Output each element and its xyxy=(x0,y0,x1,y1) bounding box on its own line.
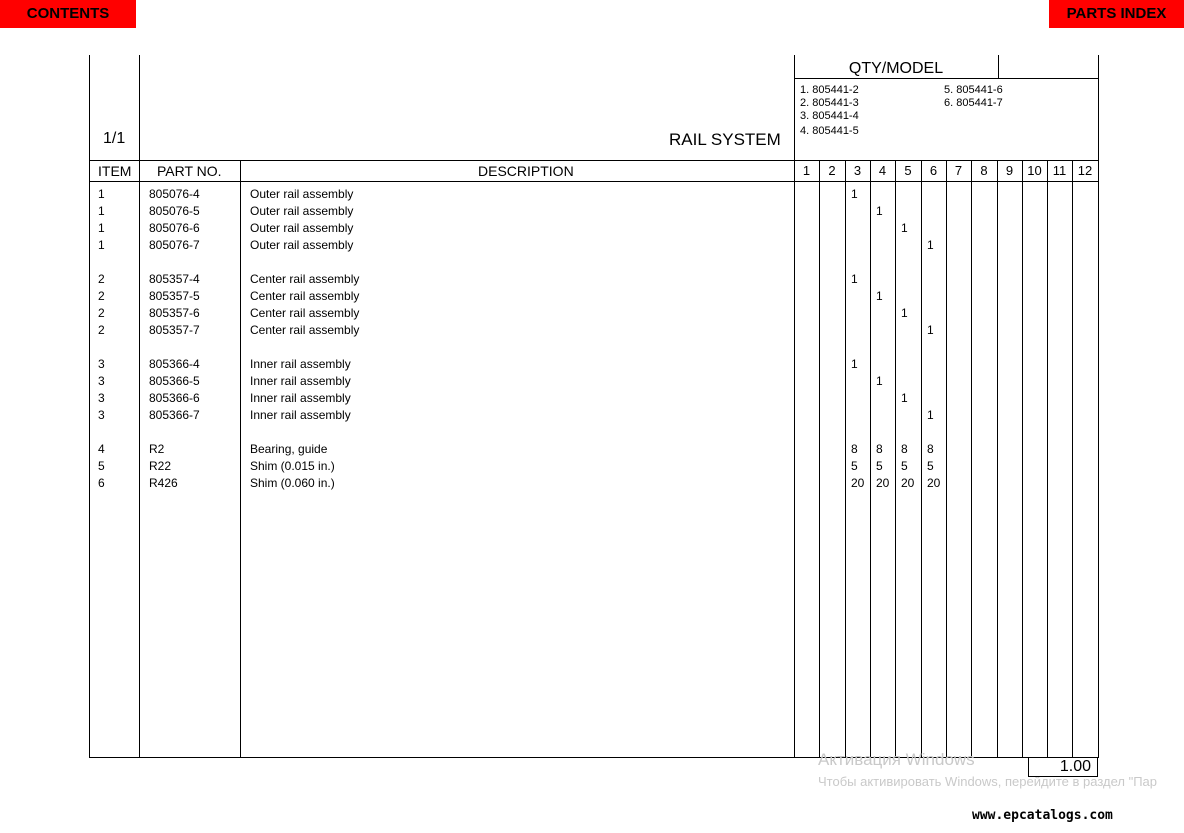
part-number: 805076-4 xyxy=(149,187,200,201)
header-top-line xyxy=(89,160,1099,161)
model-item: 3. 805441-4 xyxy=(800,110,859,122)
activation-watermark-title: Активация Windows xyxy=(818,750,975,769)
part-description: Inner rail assembly xyxy=(250,408,351,422)
qty-value: 1 xyxy=(851,187,858,201)
part-number: 805366-5 xyxy=(149,374,200,388)
qty-column-number: 4 xyxy=(878,163,887,178)
item-number: 6 xyxy=(98,476,105,490)
item-header: ITEM xyxy=(98,163,132,179)
qty-title-right-line xyxy=(998,55,999,79)
qty-value: 5 xyxy=(876,459,883,473)
item-number: 2 xyxy=(98,289,105,303)
part-number: 805076-5 xyxy=(149,204,200,218)
part-number: R426 xyxy=(149,476,178,490)
total-value: 1.00 xyxy=(1059,758,1091,775)
qty-value: 20 xyxy=(876,476,890,490)
qty-column-number: 8 xyxy=(980,163,988,178)
part-col-divider xyxy=(240,160,241,758)
qty-value: 1 xyxy=(927,323,934,337)
model-item: 4. 805441-5 xyxy=(800,125,859,137)
part-number: 805357-6 xyxy=(149,306,200,320)
qty-value: 8 xyxy=(876,442,883,456)
part-description: Outer rail assembly xyxy=(250,221,354,235)
qty-value: 8 xyxy=(851,442,858,456)
qty-value: 8 xyxy=(901,442,908,456)
qty-value: 1 xyxy=(927,408,934,422)
part-number: 805076-7 xyxy=(149,238,200,252)
model-list-left xyxy=(800,84,859,138)
part-description: Shim (0.060 in.) xyxy=(250,476,335,490)
part-description: Bearing, guide xyxy=(250,442,328,456)
item-number: 1 xyxy=(98,204,105,218)
qty-column-line xyxy=(819,160,820,758)
qty-column-line xyxy=(997,160,998,758)
site-url[interactable]: www.epcatalogs.com xyxy=(972,808,1113,823)
qty-column-number: 6 xyxy=(929,163,938,178)
model-list-right xyxy=(944,84,1003,110)
model-item: 1. 805441-2 xyxy=(800,84,859,96)
qty-value: 1 xyxy=(876,374,883,388)
qty-value: 1 xyxy=(901,221,908,235)
model-item: 2. 805441-3 xyxy=(800,97,859,109)
item-number: 5 xyxy=(98,459,105,473)
item-number: 2 xyxy=(98,323,105,337)
header-bottom-line xyxy=(89,181,1099,182)
part-number: 805366-7 xyxy=(149,408,200,422)
qty-value: 1 xyxy=(901,306,908,320)
part-number: 805366-6 xyxy=(149,391,200,405)
part-description: Center rail assembly xyxy=(250,306,360,320)
part-number: 805357-7 xyxy=(149,323,200,337)
qty-column-line xyxy=(1022,160,1023,758)
page-title: RAIL SYSTEM xyxy=(669,130,781,149)
qty-column-line xyxy=(921,160,922,758)
part-description: Outer rail assembly xyxy=(250,238,354,252)
qty-column-line xyxy=(971,160,972,758)
qty-column-number: 2 xyxy=(828,163,836,178)
qty-title-line xyxy=(794,78,1099,79)
part-number: R22 xyxy=(149,459,172,473)
qty-column-number: 10 xyxy=(1027,163,1042,178)
qty-column-number: 9 xyxy=(1005,163,1014,178)
qty-column-line xyxy=(1047,160,1048,758)
part-description: Inner rail assembly xyxy=(250,357,351,371)
part-number: 805366-4 xyxy=(149,357,200,371)
qty-column-number: 12 xyxy=(1077,163,1093,178)
qty-value: 5 xyxy=(851,459,858,473)
qty-value: 1 xyxy=(901,391,908,405)
part-number: R2 xyxy=(149,442,165,456)
part-description: Shim (0.015 in.) xyxy=(250,459,335,473)
qty-value: 1 xyxy=(851,272,858,286)
part-description: Outer rail assembly xyxy=(250,204,354,218)
qty-value: 1 xyxy=(851,357,858,371)
item-number: 4 xyxy=(98,442,105,456)
item-number: 2 xyxy=(98,272,105,286)
model-item: 5. 805441-6 xyxy=(944,84,1003,96)
qty-model-title: QTY/MODEL xyxy=(848,60,944,77)
part-number: 805357-5 xyxy=(149,289,200,303)
part-description: Inner rail assembly xyxy=(250,391,351,405)
qty-value: 8 xyxy=(927,442,934,456)
part-number: 805357-4 xyxy=(149,272,200,286)
item-number: 3 xyxy=(98,391,105,405)
qty-value: 20 xyxy=(927,476,941,490)
part-description: Inner rail assembly xyxy=(250,374,351,388)
qty-value: 1 xyxy=(876,289,883,303)
parts-index-button[interactable]: PARTS INDEX xyxy=(1049,0,1184,28)
item-number: 3 xyxy=(98,357,105,371)
qty-value: 5 xyxy=(927,459,934,473)
activation-watermark-text: Чтобы активировать Windows, перейдите в раздел "Пар xyxy=(818,774,1158,789)
qty-column-number: 1 xyxy=(802,163,811,178)
part-no-header: PART NO. xyxy=(157,163,222,179)
item-number: 1 xyxy=(98,238,105,252)
description-header: DESCRIPTION xyxy=(478,163,574,179)
part-description: Center rail assembly xyxy=(250,323,360,337)
contents-button[interactable]: CONTENTS xyxy=(0,0,136,28)
qty-column-number: 5 xyxy=(904,163,912,178)
item-number: 3 xyxy=(98,374,105,388)
item-number: 2 xyxy=(98,306,105,320)
item-number: 3 xyxy=(98,408,105,422)
part-description: Outer rail assembly xyxy=(250,187,354,201)
part-number: 805076-6 xyxy=(149,221,200,235)
qty-column-line xyxy=(845,160,846,758)
qty-column-number: 7 xyxy=(954,163,963,178)
total-box xyxy=(1028,757,1098,777)
qty-value: 5 xyxy=(901,459,908,473)
qty-column-number: 11 xyxy=(1052,163,1067,178)
qty-column-number: 3 xyxy=(853,163,862,178)
item-number: 1 xyxy=(98,221,105,235)
page-number: 1/1 xyxy=(103,130,126,147)
model-item: 6. 805441-7 xyxy=(944,97,1003,109)
item-number: 1 xyxy=(98,187,105,201)
qty-column-line xyxy=(895,160,896,758)
qty-value: 1 xyxy=(876,204,883,218)
part-description: Center rail assembly xyxy=(250,289,360,303)
qty-column-line xyxy=(870,160,871,758)
qty-value: 1 xyxy=(927,238,934,252)
part-description: Center rail assembly xyxy=(250,272,360,286)
qty-column-line xyxy=(946,160,947,758)
qty-column-line xyxy=(1072,160,1073,758)
qty-value: 20 xyxy=(851,476,865,490)
qty-value: 20 xyxy=(901,476,915,490)
